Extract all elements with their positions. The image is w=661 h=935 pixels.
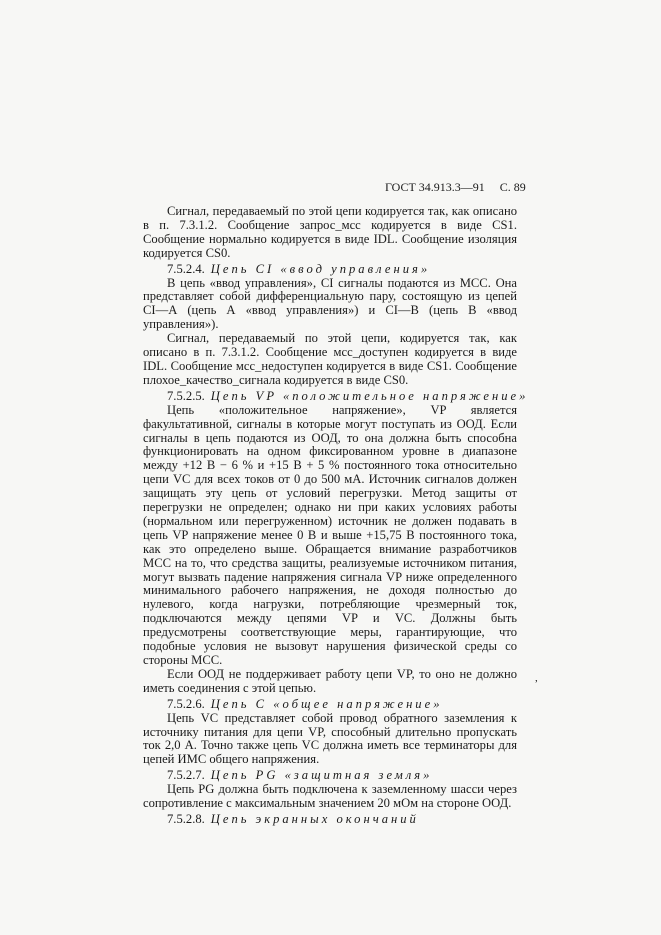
section-number: 7.5.2.6. xyxy=(167,696,205,711)
section-title: Цепь PG «защитная земля» xyxy=(210,768,433,783)
section-number: 7.5.2.8. xyxy=(167,811,205,826)
section-heading xyxy=(143,769,517,783)
paragraph: Цепь VC представляет собой провод обратного заземления к источнику питания для цепи VP, способный длительно пропускать ток 2,0 А. Точно также цепь VC должна иметь все терминаторы для цепей ИМС общего напряжения. xyxy=(143,710,517,767)
paragraph: В цепь «ввод управления», CI сигналы подаются из МСС. Она представляет собой дифференциальную пару, состоящую из цепей CI—А (цепь А «ввод управления») и CI—В (цепь В «ввод управления»). xyxy=(143,275,517,332)
paragraph: Сигнал, передаваемый по этой цепи, кодируется так, как описано в п. 7.3.1.2. Сообщение мсс_доступен кодируется в виде IDL. Сообщение мсс_недоступен кодируется в виде CS1. Сообщение плохое_качество_сигнала кодируется в виде CS0. xyxy=(143,331,517,387)
page-header xyxy=(385,180,630,195)
section-number: 7.5.2.5. xyxy=(167,388,205,403)
section-number: 7.5.2.4. xyxy=(167,261,205,276)
standard-number: ГОСТ 34.913.3—91 xyxy=(385,180,485,194)
page-number: С. 89 xyxy=(499,180,526,194)
section-heading xyxy=(143,263,517,277)
section-title: Цепь VP «положительное напряжение» xyxy=(210,388,529,403)
margin-mark: , xyxy=(535,672,538,684)
paragraph: Если ООД не поддерживает работу цепи VP, то оно не должно иметь соединения с этой цепью. xyxy=(143,666,517,695)
section-heading xyxy=(143,388,529,404)
section-heading xyxy=(143,813,517,827)
section-number: 7.5.2.7. xyxy=(167,768,205,783)
paragraph: Сигнал, передаваемый по этой цепи кодируется так, как описано в п. 7.3.1.2. Сообщение запрос_мсс кодируется в виде CS1. Сообщение нормально кодируется в виде IDL. Сообщение изоляция кодируется CS0. xyxy=(143,204,517,260)
section-title: Цепь экранных окончаний xyxy=(210,811,419,826)
section-heading xyxy=(143,698,517,712)
document-body xyxy=(143,204,529,827)
paragraph: Цепь «положительное напряжение», VP является факультативной, сигналы в которые могут поступать из ООД. Если сигналы в цепь подаются из ООД, то она должна быть способна функционировать на одном фиксированном уровне в диапазоне между +12 В − 6 % и +15 В + 5 % постоянного тока относительно цепи VC для всех токов от 0 до 500 мА. Источник сигналов должен защищать эту цепь от условий перегрузки. Метод защиты от перегрузки не определен; однако ни при каких условиях работы (нормальном или перегруженном) источник не должен подавать в цепь VP напряжение менее 0 В и выше +15,75 В постоянного тока, как это определено выше. Обращается внимание разработчиков МСС на то, что средства защиты, реализуемые источником питания, могут вызвать падение напряжения сигнала VP ниже определенного минимального рабочего напряжения, не доходя полностью до нулевого, когда нагрузки, потребляющие чрезмерный ток, подключаются между цепями VP и VC. Должны быть предусмотрены соответствующие меры, гарантирующие, что подобные условия не вызовут нарушения физической среды со стороны МСС. xyxy=(143,402,517,667)
paragraph: Цепь PG должна быть подключена к заземленному шасси через сопротивление с максимальным значением 20 мОм на стороне ООД. xyxy=(143,782,517,811)
section-title: Цепь CI «ввод управления» xyxy=(210,261,431,276)
section-title: Цепь С «общее напряжение» xyxy=(210,696,443,711)
